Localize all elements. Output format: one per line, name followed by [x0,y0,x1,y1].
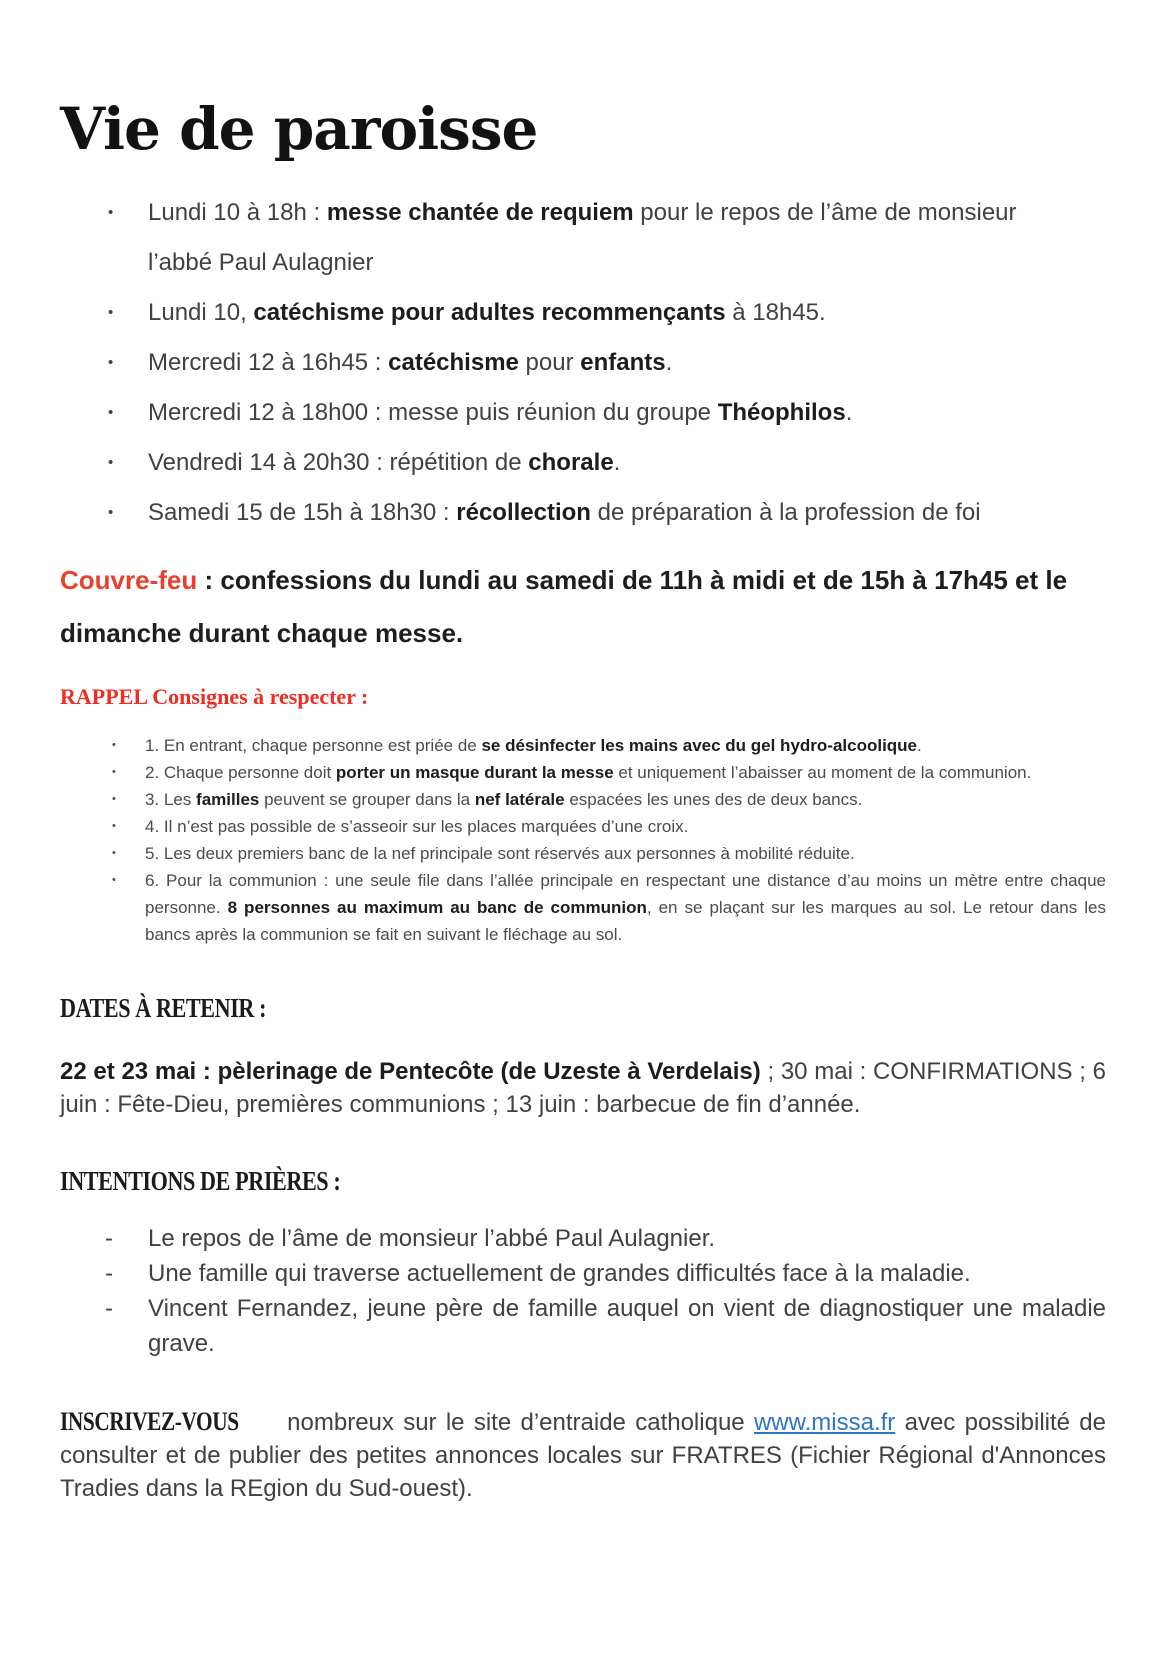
bold-text: chorale [528,448,614,476]
bullet-marker: • [112,847,116,860]
event-item [60,388,1106,438]
intentions-list [60,1221,1106,1361]
bold-text: catéchisme pour adultes recommençants [253,298,726,326]
event-item [60,488,1106,538]
bold-text: se désinfecter les mains avec du gel hydro-alcoolique [481,736,918,756]
list-item-text [148,488,1068,538]
page-title: Vie de paroisse [60,95,538,163]
list-item-text [148,388,1068,438]
text-segment: 3. Les [145,790,197,810]
text-segment: , en se plaçant sur les marques au sol. Le retour dans les bancs après la communion se fait en suivant le fléchage au sol. [145,898,1106,945]
list-item-text [145,759,1106,786]
bold-text: porter un masque durant la messe [335,763,614,783]
list-item-text [148,338,1068,388]
text-segment: ; 30 mai : CONFIRMATIONS ; 6 juin : Fête-Dieu, premières communions ; 13 juin : barbecue de fin d’année. [60,1057,1106,1118]
rules-list [60,732,1106,948]
rule-item [60,732,1106,759]
text-segment: Vendredi 14 à 20h30 : répétition de [148,448,529,476]
text-segment: de préparation à la profession de foi [590,498,981,526]
intention-item [60,1256,1106,1291]
bullet-marker: • [112,793,116,806]
list-item-text [148,1256,1106,1291]
list-item-text [148,1291,1106,1361]
curfew-heading [60,554,1106,660]
list-item-text [148,438,1068,488]
text-segment: : confessions du lundi au samedi de 11h à midi et de 15h à 17h45 et le dimanche durant chaque messe. [60,564,1068,648]
text-segment: à 18h45. [725,298,826,326]
text-segment: Couvre-feu [60,564,198,595]
bullet-marker: • [108,303,114,321]
rule-item [60,759,1106,786]
text-segment: 4. Il n’est pas possible de s’asseoir sur les places marquées d’une croix. [145,817,689,837]
intentions-heading [60,1165,1106,1197]
text-segment: Mercredi 12 à 16h45 : [148,348,389,376]
bullet-marker: • [108,403,114,421]
bold-text: nef latérale [474,790,565,810]
inline-heading: INSCRIVEZ-VOUS [60,1406,239,1436]
bullet-marker: - [105,1259,113,1287]
bullet-marker: • [108,203,114,221]
bullet-marker: • [108,453,114,471]
bold-text: Théophilos [717,398,846,426]
text-segment: Vincent Fernandez, jeune père de famille auquel on vient de diagnostiquer une maladie grave. [148,1294,1106,1357]
text-segment: avec possibilité de consulter et de publier des petites annonces locales sur FRATRES (Fichier Régional d'Annonces Tradies dans la REgion du Sud-ouest). [60,1408,1107,1502]
dates-heading [60,992,1106,1024]
list-item-text [148,1221,1106,1256]
rule-item [60,867,1106,948]
text-segment: . [917,736,922,756]
text-segment: et uniquement l’abaisser au moment de la communion. [613,763,1032,783]
text-segment: . [613,448,621,476]
rule-item [60,813,1106,840]
text-segment: 1. En entrant, chaque personne est priée de [145,736,482,756]
list-item-text [145,840,1106,867]
text-segment: . [845,398,853,426]
rule-item [60,840,1106,867]
text-segment: nombreux sur le site d’entraide catholique [277,1408,754,1436]
rappel-heading: RAPPEL Consignes à respecter : [60,683,369,709]
bullet-marker: • [112,874,116,887]
rule-item [60,786,1106,813]
text-segment: 2. Chaque personne doit [145,763,336,783]
text-segment: pour le repos de l’âme de monsieur l’abbé Paul Aulagnier [148,198,1017,276]
text-segment: espacées les unes des de deux bancs. [564,790,863,810]
text-segment: Une famille qui traverse actuellement de grandes difficultés face à la maladie. [148,1259,971,1287]
bold-text: 22 et 23 mai : pèlerinage de Pentecôte (de Uzeste à Verdelais) [60,1057,761,1085]
missa-link[interactable]: www.missa.fr [753,1408,896,1436]
bullet-marker: • [108,353,114,371]
text-segment: . [665,348,673,376]
text-segment: 5. Les deux premiers banc de la nef principale sont réservés aux personnes à mobilité réduite. [145,844,855,864]
list-item-text [148,288,1068,338]
list-item-text [145,732,1106,759]
bullet-marker: - [105,1224,113,1252]
list-item-text [145,813,1106,840]
text-segment: peuvent se grouper dans la [259,790,475,810]
text-segment: Mercredi 12 à 18h00 : messe puis réunion du groupe [148,398,718,426]
text-segment: Lundi 10, [148,298,254,326]
bold-text: messe chantée de requiem [326,198,634,226]
list-item-text [145,867,1106,948]
bold-text: catéchisme [388,348,519,376]
intention-item [60,1221,1106,1256]
event-item [60,338,1106,388]
events-list [60,188,1106,538]
bullet-marker: • [112,820,116,833]
text-segment: Le repos de l’âme de monsieur l’abbé Paul Aulagnier. [148,1224,716,1252]
event-item [60,188,1106,288]
list-item-text [148,188,1068,288]
bold-text: enfants [580,348,666,376]
list-item-text [145,786,1106,813]
bullet-marker: • [108,503,114,521]
signup-paragraph [60,1405,1106,1505]
bullet-marker: • [112,766,116,779]
bold-text: familles [196,790,260,810]
text-segment: pour [518,348,581,376]
bullet-marker: • [112,739,116,752]
dates-paragraph [60,1055,1106,1121]
bullet-marker: - [105,1294,113,1322]
text-segment: Samedi 15 de 15h à 18h30 : [148,498,457,526]
intention-item [60,1291,1106,1361]
text-segment: Lundi 10 à 18h : [148,198,327,226]
bold-text: 8 personnes au maximum au banc de communion [227,898,647,918]
dates-heading-text: DATES À RETENIR : [60,993,267,1024]
event-item [60,288,1106,338]
event-item [60,438,1106,488]
intentions-heading-text: INTENTIONS DE PRIÈRES : [60,1165,341,1196]
bold-text: récollection [456,498,591,526]
text-segment: 6. Pour la communion : une seule file dans l’allée principale en respectant une distance d’au moins un mètre entre chaque personne. [145,871,1106,918]
